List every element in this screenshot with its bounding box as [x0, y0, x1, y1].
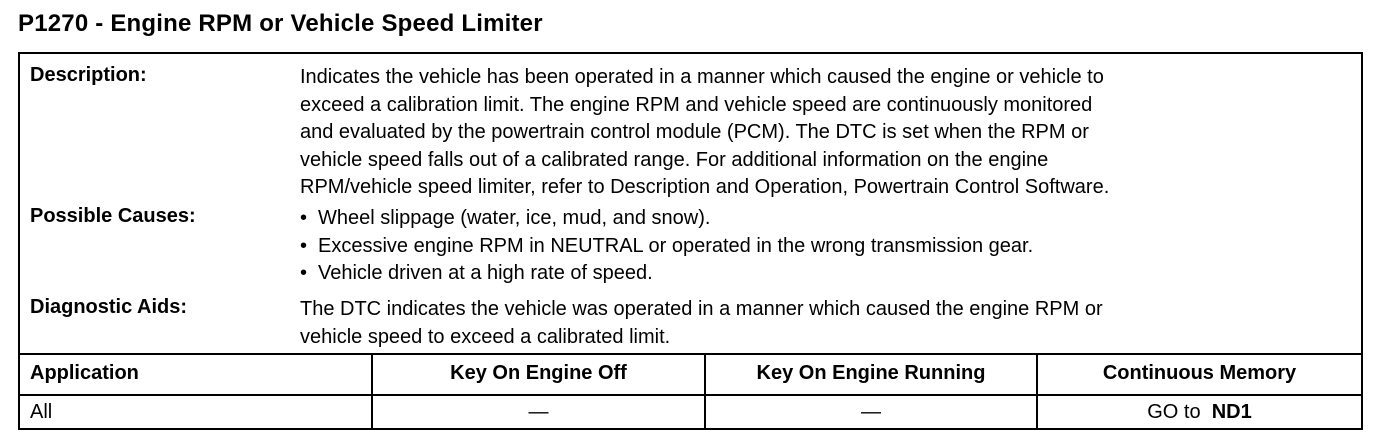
table-cell-application: All	[30, 401, 53, 423]
table-header-application: Application	[30, 362, 139, 384]
table-cell-koer: —	[861, 401, 881, 423]
dtc-info-box	[18, 52, 1363, 430]
cause-text: Vehicle driven at a high rate of speed.	[318, 262, 653, 284]
goto-prefix: GO to	[1147, 401, 1201, 423]
description-line: Indicates the vehicle has been operated in a manner which caused the engine or vehicle to	[300, 66, 1104, 88]
table-cell-koeo: —	[528, 401, 549, 423]
table-header-koeo: Key On Engine Off	[450, 362, 627, 384]
diagnostic-aids-text	[300, 296, 1360, 351]
table-header-koer: Key On Engine Running	[756, 362, 986, 384]
list-item	[300, 205, 1033, 233]
description-text	[300, 64, 1360, 202]
table-row-divider	[20, 394, 1361, 396]
bullet-icon: •	[300, 262, 308, 284]
diagnostic-aids-line: The DTC indicates the vehicle was operated in a manner which caused the engine RPM or	[300, 298, 1103, 320]
diagnostic-aids-line: vehicle speed to exceed a calibrated limit.	[300, 325, 671, 348]
possible-causes-label: Possible Causes:	[30, 205, 196, 227]
table-top-divider	[20, 353, 1361, 355]
page-title: P1270 - Engine RPM or Vehicle Speed Limiter	[18, 10, 543, 37]
description-line: and evaluated by the powertrain control module (PCM). The DTC is set when the RPM or	[300, 121, 1089, 143]
cause-text: Wheel slippage (water, ice, mud, and snow).	[318, 207, 711, 229]
cause-text: Excessive engine RPM in NEUTRAL or operated in the wrong transmission gear.	[318, 234, 1034, 257]
bullet-icon: •	[300, 207, 308, 229]
table-header-continuous-memory: Continuous Memory	[1102, 362, 1297, 384]
goto-code-link[interactable]: ND1	[1211, 401, 1252, 423]
list-item	[300, 233, 1033, 261]
description-line: exceed a calibration limit. The engine RPM and vehicle speed are continuously monitored	[300, 93, 1093, 116]
diagnostic-aids-label: Diagnostic Aids:	[30, 296, 188, 318]
list-item	[300, 260, 1033, 288]
table-cell-continuous-memory	[1038, 401, 1361, 424]
possible-causes-list	[300, 205, 1033, 288]
description-line: RPM/vehicle speed limiter, refer to Description and Operation, Powertrain Control Software.	[300, 176, 1110, 198]
bullet-icon: •	[300, 234, 308, 257]
description-label: Description:	[30, 64, 147, 86]
description-line: vehicle speed falls out of a calibrated range. For additional information on the engine	[300, 148, 1049, 171]
